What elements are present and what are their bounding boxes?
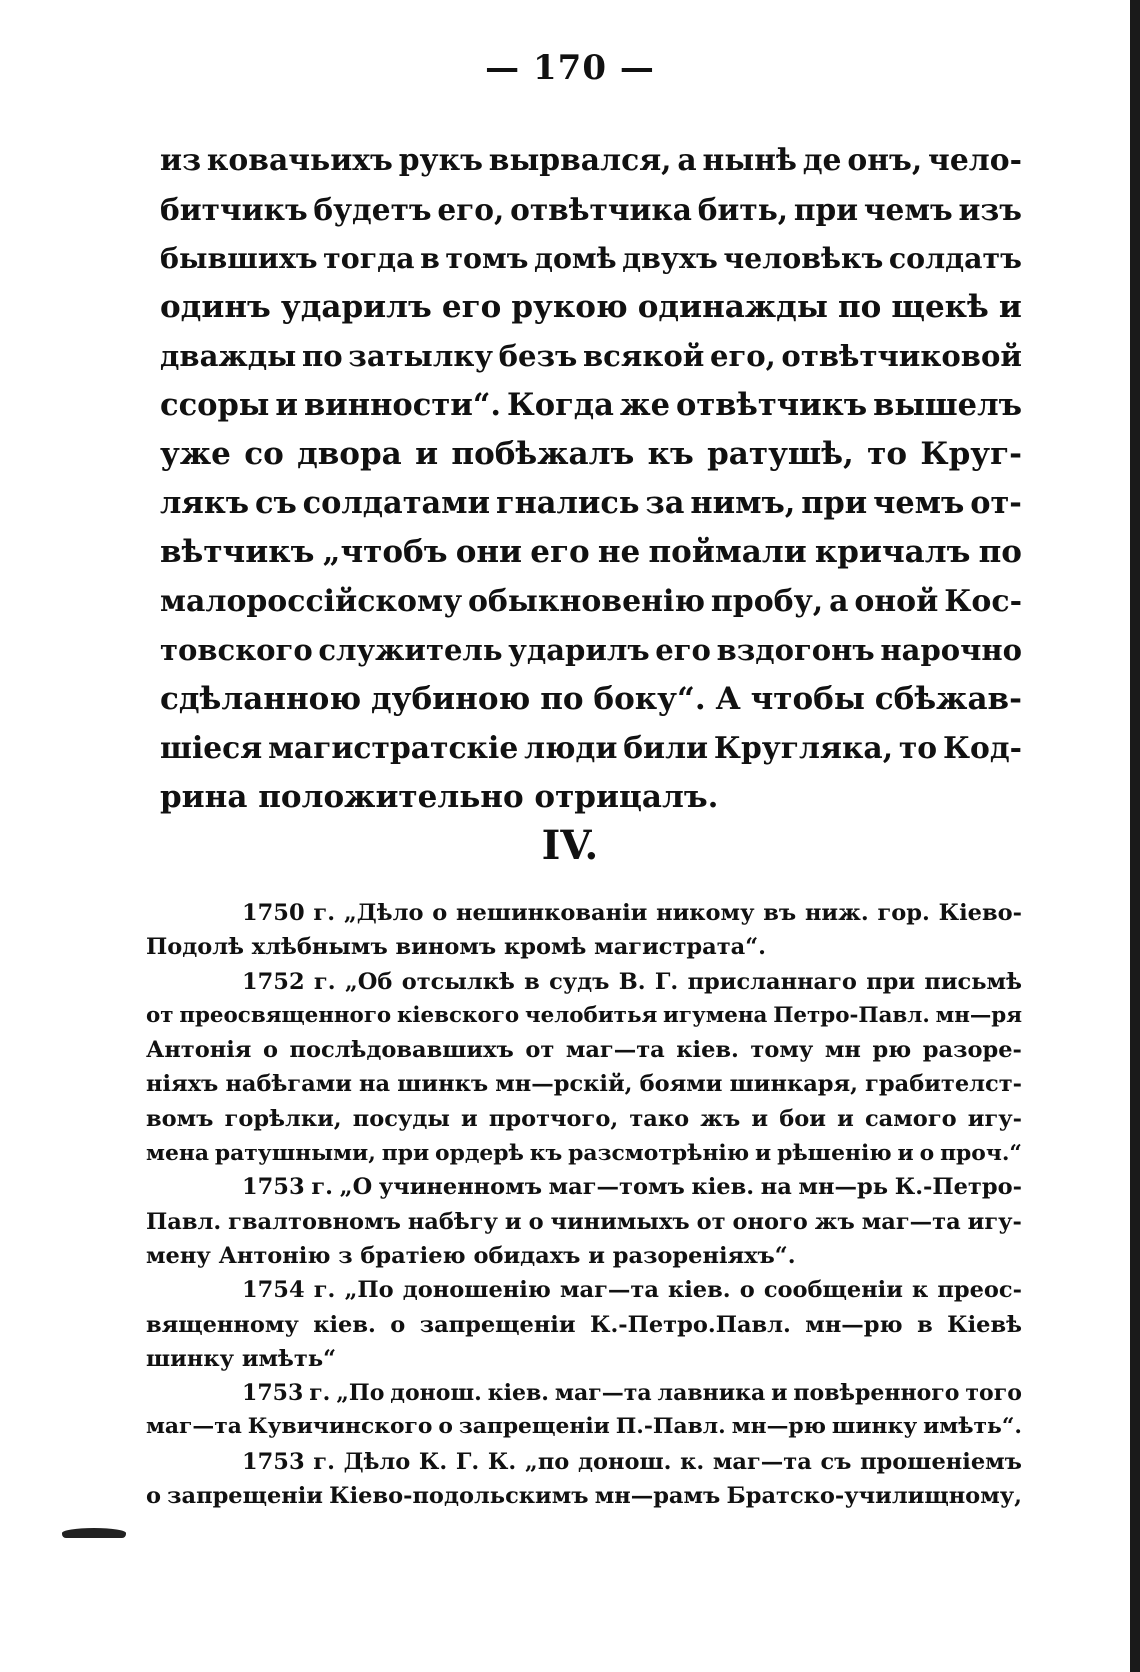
word: при	[793, 192, 859, 227]
word: то	[867, 436, 908, 472]
word: боку“.	[593, 681, 706, 717]
word: оной	[854, 584, 939, 619]
word: от	[696, 1208, 726, 1235]
word: сообщеніи	[763, 1277, 903, 1304]
word: Г.	[654, 968, 679, 995]
word: Код-	[942, 731, 1022, 766]
word: со	[244, 436, 284, 472]
text-line	[160, 332, 1022, 381]
word: г.	[311, 1174, 333, 1201]
word: преосвященного	[179, 1002, 392, 1028]
word: двухъ	[622, 241, 718, 275]
word: посуды	[352, 1105, 450, 1132]
word: а	[829, 584, 849, 619]
word: г.	[313, 900, 336, 926]
word: игу-	[967, 1208, 1022, 1235]
word: преос-	[937, 1277, 1022, 1304]
entry-line	[146, 1205, 1022, 1239]
word: при	[381, 1140, 430, 1167]
word: домѣ	[534, 241, 617, 275]
word: оного	[732, 1208, 808, 1235]
entry-line	[146, 1102, 1022, 1136]
word: гнались	[495, 485, 640, 521]
word: запрещеніи	[167, 1483, 323, 1510]
word: одинажды	[637, 289, 828, 325]
word: маг—та	[861, 1208, 961, 1235]
word: нешинкованіи	[456, 900, 648, 926]
word: мн—рскій,	[495, 1071, 633, 1098]
word: а	[677, 143, 697, 178]
word: тогда	[323, 241, 415, 275]
word: отвѣтчикъ	[676, 387, 868, 423]
section-heading: IV.	[541, 822, 599, 869]
word: нимъ,	[690, 485, 796, 521]
text-line	[160, 136, 1022, 185]
word: от	[146, 1002, 174, 1028]
word: съ	[820, 1448, 852, 1475]
word: 1754	[242, 1277, 305, 1304]
word: кіев.	[668, 1277, 731, 1304]
word: и	[504, 1208, 522, 1235]
word: имѣть“.	[923, 1414, 1022, 1440]
word: одинъ	[160, 289, 271, 325]
text-line: рина положительно отрицалъ.	[160, 779, 719, 815]
text-line	[160, 479, 1022, 528]
word: о	[146, 1483, 162, 1510]
word: Петро-Павл.	[773, 1002, 930, 1028]
word: человѣкъ	[723, 241, 884, 275]
word: Дѣло	[343, 1448, 411, 1475]
entry-line	[146, 1170, 1022, 1204]
word: 1753	[242, 1448, 305, 1475]
text-line	[160, 626, 1022, 675]
text-line	[160, 185, 1022, 234]
word: они	[455, 534, 523, 570]
word: к	[912, 1277, 929, 1304]
word: „О	[339, 1174, 373, 1201]
word: солдатъ	[888, 241, 1022, 275]
word: Г.	[455, 1448, 480, 1475]
word: Кувичинского	[247, 1414, 433, 1440]
word: съ	[254, 485, 297, 521]
entry-line: шинку имѣть“	[146, 1345, 337, 1372]
word: в	[524, 968, 540, 995]
word: рукъ	[398, 143, 483, 178]
word: рѣшенію	[777, 1140, 892, 1167]
word: шіеся	[160, 731, 263, 766]
entry-line	[146, 1479, 1022, 1513]
word: солдатами	[302, 485, 491, 521]
word: Братско-училищному,	[726, 1483, 1022, 1510]
word: товского	[160, 633, 313, 667]
word: к.	[680, 1448, 705, 1475]
text-line	[160, 724, 1022, 773]
word: К.	[487, 1448, 517, 1475]
word: о	[919, 1140, 935, 1167]
word: мн—рю	[805, 1311, 903, 1338]
word: из	[160, 143, 202, 178]
word: чтобы	[750, 681, 865, 717]
word: Кіево-	[938, 900, 1022, 926]
word: мн—ря	[935, 1002, 1022, 1028]
archive-entries	[146, 896, 1022, 1513]
word: протчого,	[488, 1105, 619, 1132]
word: шинку	[831, 1414, 918, 1440]
word: В.	[618, 968, 646, 995]
word: чинимыхъ	[550, 1208, 690, 1235]
word: его	[655, 633, 711, 667]
word: на	[359, 1071, 391, 1098]
word: П.-Павл.	[615, 1414, 726, 1440]
word: кіев.	[676, 1037, 739, 1064]
word: и	[771, 1380, 788, 1407]
word: мн—рамъ	[594, 1483, 721, 1510]
word: ударилъ	[280, 289, 432, 325]
word: челобитья	[524, 1002, 658, 1028]
word: ніяхъ	[146, 1071, 219, 1098]
word: маг—та	[146, 1414, 242, 1440]
word: въ	[763, 900, 797, 926]
word: „по	[524, 1448, 570, 1475]
word: дубиною	[370, 681, 531, 717]
word: кричалъ	[814, 534, 971, 570]
word: мена	[146, 1140, 209, 1167]
entry-line: мену Антонію з братіею обидахъ и разореніяхъ“.	[146, 1242, 796, 1269]
word: нынѣ	[702, 143, 797, 178]
word: самого	[864, 1105, 957, 1132]
word: кіевского	[396, 1002, 520, 1028]
word: тому	[750, 1037, 814, 1064]
word: 1753	[242, 1174, 305, 1201]
word: отвѣтчика	[510, 192, 692, 227]
word: Павл.	[146, 1208, 222, 1235]
word: К.	[418, 1448, 448, 1475]
word: по	[837, 289, 882, 325]
word: маг—томъ	[548, 1174, 685, 1201]
word: битчикъ	[160, 192, 308, 227]
word: нарочно	[880, 633, 1022, 667]
word: будетъ	[313, 192, 432, 227]
word: де	[802, 143, 842, 178]
word: присланнаго	[687, 968, 857, 995]
word: затылку	[348, 339, 493, 373]
word: разоре-	[922, 1037, 1022, 1064]
word: чемъ	[873, 485, 965, 521]
word: то	[898, 731, 938, 766]
word: и	[275, 387, 298, 423]
word: 1752	[242, 968, 305, 995]
word: къ	[529, 1140, 563, 1167]
word: доношенію	[402, 1277, 551, 1304]
word: маг—та	[712, 1448, 812, 1475]
word: того	[965, 1380, 1022, 1407]
word: сбѣжав-	[874, 681, 1022, 717]
word: сдѣланною	[160, 681, 362, 717]
word: прошеніемъ	[860, 1448, 1022, 1475]
word: не	[597, 534, 641, 570]
word: о	[739, 1277, 755, 1304]
text-line	[160, 577, 1022, 626]
word: донош.	[577, 1448, 672, 1475]
word: и	[415, 436, 439, 472]
word: игу-	[967, 1105, 1022, 1132]
word: набѣгу	[407, 1208, 498, 1235]
entry-line	[146, 1033, 1022, 1067]
word: винности“.	[303, 387, 502, 423]
word: лавника	[657, 1380, 766, 1407]
word: маг—та	[559, 1277, 659, 1304]
word: от-	[970, 485, 1022, 521]
text-line	[160, 283, 1022, 332]
word: его	[530, 534, 590, 570]
word: щекѣ	[891, 289, 989, 325]
entry-line	[146, 1410, 1022, 1444]
word: маг—та	[554, 1380, 652, 1407]
word: маг—та	[565, 1037, 665, 1064]
word: служитель	[318, 633, 503, 667]
word: послѣдовавшихъ	[289, 1037, 514, 1064]
word: вомъ	[146, 1105, 214, 1132]
entry-line	[146, 1376, 1022, 1410]
word: г.	[313, 1277, 336, 1304]
word: К.-Петро.Павл.	[589, 1311, 791, 1338]
word: набѣгами	[225, 1071, 352, 1098]
word: жъ	[700, 1105, 741, 1132]
word: и	[998, 289, 1022, 325]
text-line	[160, 430, 1022, 479]
word: Антонія	[146, 1037, 252, 1064]
word: шинкаря,	[729, 1071, 858, 1098]
entry-line	[146, 1067, 1022, 1101]
word: кіев.	[487, 1380, 549, 1407]
word: ударилъ	[508, 633, 650, 667]
text-line	[160, 528, 1022, 577]
word: повѣренного	[793, 1380, 960, 1407]
word: о	[262, 1037, 278, 1064]
word: отвѣтчиковой	[781, 339, 1022, 373]
word: бои	[779, 1105, 826, 1132]
word: гвалтовномъ	[228, 1208, 401, 1235]
word: Круг-	[920, 436, 1022, 472]
word: К.-Петро-	[894, 1174, 1022, 1201]
entry-line	[146, 965, 1022, 999]
word: учиненномъ	[378, 1174, 542, 1201]
entry-line	[146, 1308, 1022, 1342]
word: жъ	[814, 1208, 855, 1235]
word: бывшихъ	[160, 241, 318, 275]
word: чемъ	[863, 192, 953, 227]
word: кіев.	[691, 1174, 755, 1201]
word: за	[645, 485, 685, 521]
word: бить,	[697, 192, 789, 227]
word: побѣжалъ	[451, 436, 635, 472]
word: о	[438, 1414, 453, 1440]
word: чело-	[928, 143, 1022, 178]
word: „По	[336, 1380, 385, 1407]
word: мн	[824, 1037, 861, 1064]
word: кіев.	[313, 1311, 376, 1338]
word: игумена	[663, 1002, 768, 1028]
word: по	[978, 534, 1022, 570]
word: Кругляка,	[713, 731, 894, 766]
word: же	[619, 387, 671, 423]
word: шинкъ	[397, 1071, 489, 1098]
entry-line	[146, 1273, 1022, 1307]
word: магистратскіе	[268, 731, 519, 766]
word: обыкновенію	[467, 584, 706, 619]
word: по	[301, 339, 343, 373]
word: ссоры	[160, 387, 270, 423]
word: безъ	[498, 339, 578, 373]
word: „Дѣло	[343, 900, 424, 926]
word: „Об	[344, 968, 393, 995]
word: и	[461, 1105, 478, 1132]
word: судъ	[549, 968, 610, 995]
word: отсылкѣ	[401, 968, 515, 995]
word: его	[441, 289, 502, 325]
word: г.	[313, 1448, 335, 1475]
word: томъ	[445, 241, 529, 275]
text-line	[160, 381, 1022, 430]
word: на	[760, 1174, 792, 1201]
word: вѣтчикъ	[160, 534, 315, 570]
word: рю	[872, 1037, 912, 1064]
word: запрещеніи	[458, 1414, 610, 1440]
word: о	[390, 1311, 406, 1338]
word: г.	[309, 1380, 331, 1407]
entry-line	[146, 1445, 1022, 1479]
main-paragraph	[160, 136, 1022, 822]
word: о	[528, 1208, 544, 1235]
word: вздогонъ	[716, 633, 875, 667]
word: от	[525, 1037, 555, 1064]
word: двора	[297, 436, 402, 472]
word: Кіевѣ	[947, 1311, 1022, 1338]
word: „По	[344, 1277, 394, 1304]
word: запрещеніи	[419, 1311, 576, 1338]
entry-line	[146, 999, 1022, 1033]
word: в	[917, 1311, 933, 1338]
text-line	[160, 675, 1022, 724]
word: вышелъ	[873, 387, 1022, 423]
word: рукою	[511, 289, 628, 325]
word: о	[432, 900, 448, 926]
word: и	[754, 1140, 772, 1167]
word: всякой	[582, 339, 705, 373]
word: Кос-	[944, 584, 1022, 619]
word: лякъ	[160, 485, 250, 521]
word: дважды	[160, 339, 297, 373]
word: А	[715, 681, 741, 717]
word: изъ	[958, 192, 1022, 227]
word: тако	[629, 1105, 690, 1132]
word: 1750	[242, 900, 305, 926]
word: его,	[437, 192, 505, 227]
word: при	[866, 968, 916, 995]
word: пробу,	[710, 584, 824, 619]
word: ордерѣ	[435, 1140, 524, 1167]
word: и	[897, 1140, 914, 1167]
word: уже	[160, 436, 231, 472]
word: письмѣ	[924, 968, 1022, 995]
word: ниж.	[804, 900, 869, 926]
word: поймали	[648, 534, 807, 570]
word: и	[837, 1105, 854, 1132]
word: люди	[524, 731, 618, 766]
word: его,	[709, 339, 776, 373]
word: г.	[313, 968, 336, 995]
word: малороссійскому	[160, 584, 463, 619]
word: донош.	[390, 1380, 482, 1407]
word: 1753	[242, 1380, 304, 1407]
entry-line: Подолѣ хлѣбнымъ виномъ кромѣ магистрата“.	[146, 934, 767, 961]
word: мн—рю	[731, 1414, 826, 1440]
word: ковачьихъ	[206, 143, 393, 178]
word: вященному	[146, 1311, 299, 1338]
word: горѣлки,	[224, 1105, 342, 1132]
entry-line	[146, 896, 1022, 930]
text-line	[160, 234, 1022, 283]
word: по	[540, 681, 584, 717]
entry-line	[146, 1136, 1022, 1170]
word: ратушѣ,	[707, 436, 854, 472]
ink-blot	[62, 1528, 126, 1538]
word: разсмотрѣнію	[568, 1140, 750, 1167]
word: грабителст-	[865, 1071, 1022, 1098]
word: боями	[639, 1071, 723, 1098]
word: и	[751, 1105, 769, 1132]
word: Когда	[506, 387, 614, 423]
word: ратушными,	[214, 1140, 376, 1167]
word: били	[623, 731, 709, 766]
word: „чтобъ	[322, 534, 448, 570]
word: проч.“	[940, 1140, 1022, 1167]
word: онъ,	[847, 143, 923, 178]
word: при	[801, 485, 868, 521]
word: никому	[656, 900, 755, 926]
word: вырвался,	[488, 143, 672, 178]
word: гор.	[877, 900, 930, 926]
word: къ	[647, 436, 694, 472]
word: в	[420, 241, 440, 275]
page-number: — 170 —	[485, 48, 655, 88]
word: мн—рь	[798, 1174, 889, 1201]
word: Кіево-подольскимъ	[329, 1483, 589, 1510]
